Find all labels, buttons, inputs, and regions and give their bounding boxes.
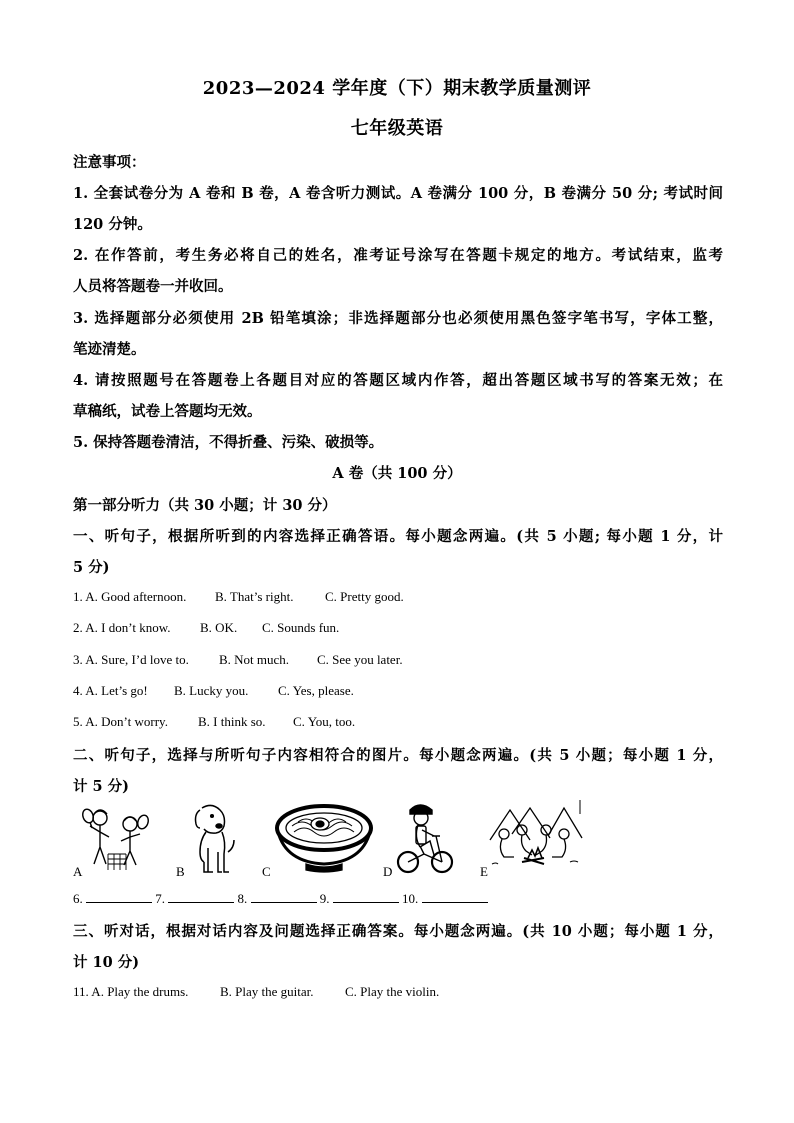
- cyclist-icon: [396, 800, 456, 876]
- picture-label-d: D: [383, 864, 393, 879]
- question-4: [73, 683, 354, 699]
- option-c: C. You, too.: [293, 714, 356, 729]
- notice-item-3-line2: 笔迹清楚。: [73, 341, 146, 358]
- option-b: B. Lucky you.: [174, 683, 249, 698]
- picture-label-b: B: [176, 864, 185, 879]
- question-1: [73, 589, 404, 605]
- badminton-players-icon: [80, 802, 152, 874]
- notice-item-4-line2: 草稿纸，试卷上答题均无效。: [73, 403, 262, 420]
- section-a-heading: A 卷（共 100 分）: [332, 465, 462, 482]
- answer-blank-9[interactable]: [333, 890, 399, 903]
- sec1-instruction-line1: 一、听句子，根据所听到的内容选择正确答语。每小题念两遍。(共 5 小题; 每小题 1 分，计: [73, 528, 723, 545]
- option-a: 5. A. Don’t worry.: [73, 714, 168, 729]
- sec3-instruction-line2: 计 10 分): [73, 954, 140, 971]
- picture-label-e: E: [480, 864, 488, 879]
- option-a: 1. A. Good afternoon.: [73, 589, 187, 604]
- question-5: [73, 714, 355, 730]
- question-2: [73, 620, 339, 636]
- blank-label-9: 9.: [319, 891, 330, 906]
- option-b: B. Play the guitar.: [220, 984, 314, 999]
- answer-blank-7[interactable]: [168, 890, 234, 903]
- blank-label-7: 7.: [155, 891, 165, 906]
- noodle-bowl-icon: [274, 800, 374, 878]
- blank-label-10: 10.: [402, 891, 419, 906]
- sec2-instruction-line1: 二、听句子，选择与所听句子内容相符合的图片。每小题念两遍。(共 5 小题；每小题 1 分，: [73, 747, 723, 764]
- sec2-instruction-line2: 计 5 分): [73, 778, 130, 795]
- exam-title: 2023—2024 学年度（下）期末教学质量测评: [202, 78, 592, 99]
- dog-icon: [188, 802, 238, 874]
- option-c: C. Play the violin.: [345, 984, 440, 999]
- option-c: C. Yes, please.: [278, 683, 354, 698]
- notice-item-5: 5. 保持答题卷清洁，不得折叠、污染、破损等。: [73, 434, 384, 451]
- option-a: 11. A. Play the drums.: [73, 984, 189, 999]
- notice-item-4-line1: 4. 请按照题号在答题卷上各题目对应的答题区域内作答，超出答题区域书写的答案无效；在: [73, 372, 723, 389]
- option-c: C. Pretty good.: [325, 589, 404, 604]
- sec3-instruction-line1: 三、听对话，根据对话内容及问题选择正确答案。每小题念两遍。(共 10 小题；每小题 1 分，: [73, 923, 723, 940]
- notice-item-2-line2: 人员将答题卷一并收回。: [73, 278, 233, 295]
- option-b: B. That’s right.: [215, 589, 294, 604]
- notice-item-1-line2: 120 分钟。: [73, 216, 152, 233]
- notice-heading: 注意事项：: [73, 154, 146, 171]
- notice-item-1-line1: 1. 全套试卷分为 A 卷和 B 卷，A 卷含听力测试。A 卷满分 100 分，B 卷满分 50 分; 考试时间: [73, 185, 723, 202]
- question-11: [73, 984, 439, 1000]
- camping-group-icon: [488, 800, 584, 872]
- part1-heading: 第一部分听力（共 30 小题；计 30 分）: [73, 497, 337, 514]
- picture-label-a: A: [73, 864, 83, 879]
- option-a: 2. A. I don’t know.: [73, 620, 171, 635]
- option-a: 3. A. Sure, I’d love to.: [73, 652, 189, 667]
- notice-item-2-line1: 2. 在作答前，考生务必将自己的姓名，准考证号涂写在答题卡规定的地方。考试结束，监考: [73, 247, 723, 264]
- option-a: 4. A. Let’s go!: [73, 683, 148, 698]
- answer-blank-8[interactable]: [251, 890, 317, 903]
- question-3: [73, 652, 403, 668]
- notice-item-3-line1: 3. 选择题部分必须使用 2B 铅笔填涂；非选择题部分也必须使用黑色签字笔书写，字体工整，: [73, 310, 723, 327]
- option-b: B. OK.: [200, 620, 238, 635]
- blank-label-6: 6.: [73, 891, 83, 906]
- option-c: C. Sounds fun.: [262, 620, 340, 635]
- exam-subtitle: 七年级英语: [350, 118, 444, 139]
- answer-blank-6[interactable]: [86, 890, 152, 903]
- sec1-instruction-line2: 5 分): [73, 559, 110, 576]
- picture-label-c: C: [262, 864, 271, 879]
- blank-label-8: 8.: [237, 891, 248, 906]
- answer-blanks-row: [73, 890, 488, 907]
- option-b: B. Not much.: [219, 652, 290, 667]
- answer-blank-10[interactable]: [422, 890, 488, 903]
- option-b: B. I think so.: [198, 714, 266, 729]
- option-c: C. See you later.: [317, 652, 403, 667]
